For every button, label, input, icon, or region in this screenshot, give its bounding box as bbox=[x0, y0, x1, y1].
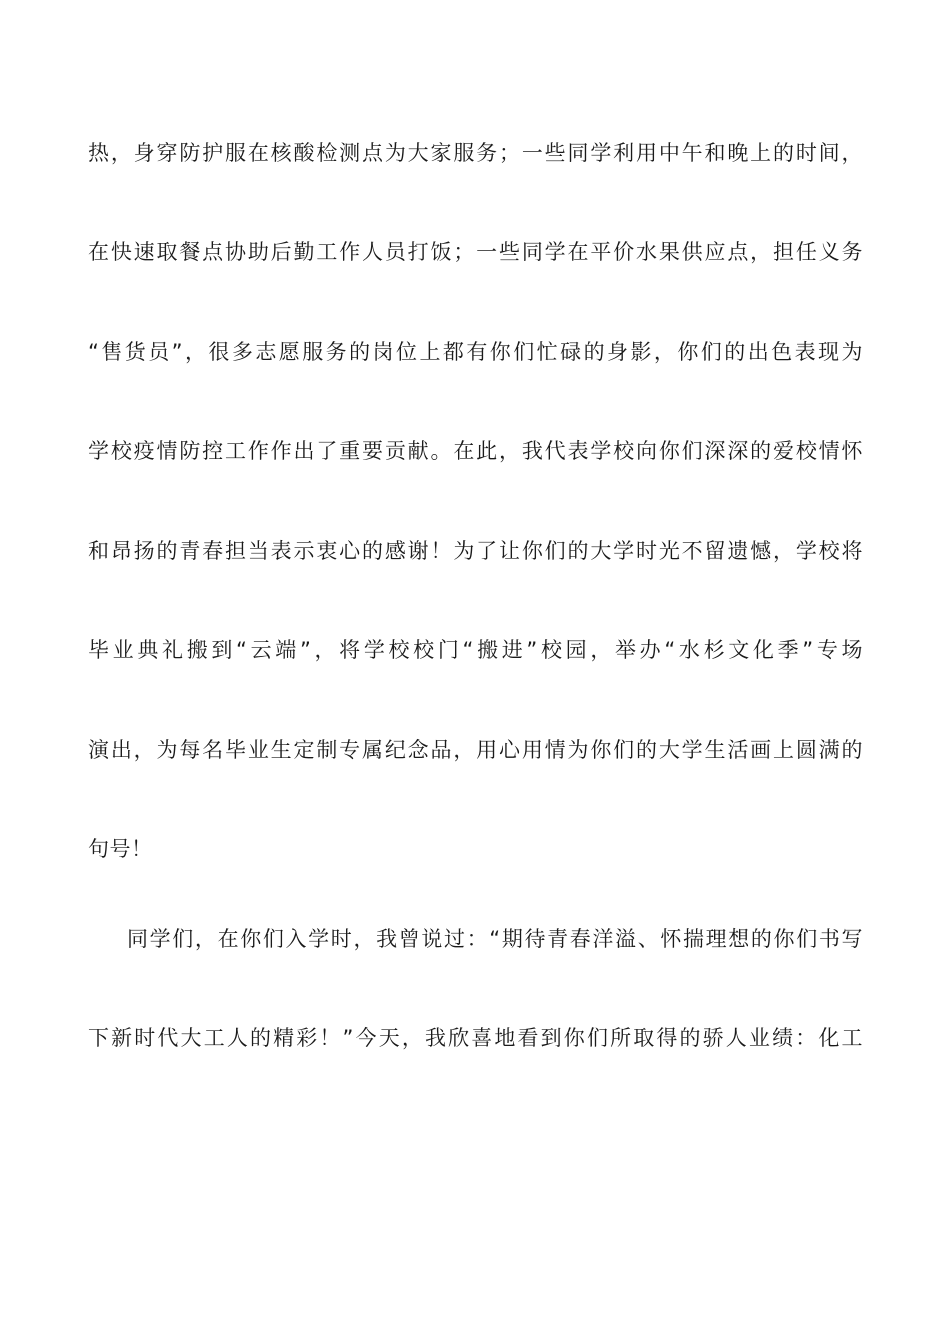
paragraph-line: 和昂扬的青春担当表示衷心的感谢！为了让你们的大学时光不留遗憾，学校将 bbox=[88, 539, 863, 563]
paragraph-line: 句号！ bbox=[88, 837, 153, 861]
paragraph-line: 下新时代大工人的精彩！”今天，我欣喜地看到你们所取得的骄人业绩：化工 bbox=[88, 1026, 863, 1050]
paragraph-line: “售货员”，很多志愿服务的岗位上都有你们忙碌的身影，你们的出色表现为 bbox=[88, 340, 863, 364]
paragraph-line: 毕业典礼搬到“云端”，将学校校门“搬进”校园，举办“水杉文化季”专场 bbox=[88, 638, 863, 662]
paragraph-line: 同学们，在你们入学时，我曾说过：“期待青春洋溢、怀揣理想的你们书写 bbox=[127, 927, 863, 951]
paragraph-line: 学校疫情防控工作作出了重要贡献。在此，我代表学校向你们深深的爱校情怀 bbox=[88, 439, 863, 463]
paragraph-line: 在快速取餐点协助后勤工作人员打饭；一些同学在平价水果供应点，担任义务 bbox=[88, 240, 863, 264]
paragraph-line: 演出，为每名毕业生定制专属纪念品，用心用情为你们的大学生活画上圆满的 bbox=[88, 738, 863, 762]
paragraph-line: 热，身穿防护服在核酸检测点为大家服务；一些同学利用中午和晚上的时间， bbox=[88, 141, 863, 165]
